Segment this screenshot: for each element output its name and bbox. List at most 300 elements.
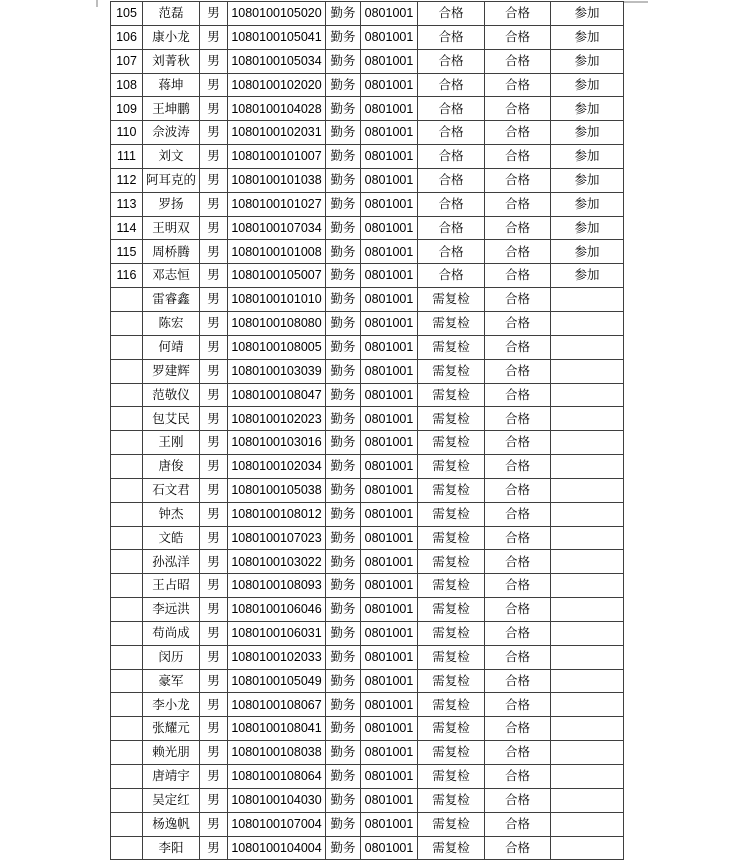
cell-exam_no[interactable]: 1080100103039 (228, 359, 326, 383)
cell-exam_no[interactable]: 1080100104028 (228, 97, 326, 121)
cell-attend[interactable] (551, 812, 624, 836)
cell-exam_no[interactable]: 1080100102033 (228, 645, 326, 669)
cell-name[interactable]: 何靖 (143, 335, 200, 359)
cell-post[interactable]: 勤务 (326, 669, 361, 693)
cell-gender[interactable]: 男 (200, 49, 228, 73)
cell-attend[interactable] (551, 645, 624, 669)
cell-result_b[interactable]: 合格 (485, 741, 551, 765)
cell-name[interactable]: 王刚 (143, 431, 200, 455)
cell-attend[interactable] (551, 359, 624, 383)
cell-name[interactable]: 李阳 (143, 836, 200, 860)
cell-result_a[interactable]: 合格 (418, 97, 485, 121)
cell-seq[interactable] (111, 574, 143, 598)
cell-unit_code[interactable]: 0801001 (361, 145, 418, 169)
cell-post[interactable]: 勤务 (326, 741, 361, 765)
cell-exam_no[interactable]: 1080100108080 (228, 311, 326, 335)
cell-gender[interactable]: 男 (200, 455, 228, 479)
cell-exam_no[interactable]: 1080100106046 (228, 598, 326, 622)
cell-post[interactable]: 勤务 (326, 812, 361, 836)
cell-name[interactable]: 石文君 (143, 478, 200, 502)
cell-result_b[interactable]: 合格 (485, 288, 551, 312)
cell-name[interactable]: 文皓 (143, 526, 200, 550)
cell-unit_code[interactable]: 0801001 (361, 812, 418, 836)
cell-gender[interactable]: 男 (200, 836, 228, 860)
cell-unit_code[interactable]: 0801001 (361, 478, 418, 502)
cell-result_a[interactable]: 合格 (418, 192, 485, 216)
cell-gender[interactable]: 男 (200, 812, 228, 836)
cell-post[interactable]: 勤务 (326, 431, 361, 455)
cell-seq[interactable] (111, 431, 143, 455)
cell-attend[interactable] (551, 550, 624, 574)
cell-seq[interactable]: 107 (111, 49, 143, 73)
cell-gender[interactable]: 男 (200, 2, 228, 26)
cell-gender[interactable]: 男 (200, 741, 228, 765)
cell-name[interactable]: 吴定红 (143, 788, 200, 812)
cell-exam_no[interactable]: 1080100105038 (228, 478, 326, 502)
cell-result_b[interactable]: 合格 (485, 407, 551, 431)
cell-result_a[interactable]: 需复检 (418, 550, 485, 574)
cell-unit_code[interactable]: 0801001 (361, 455, 418, 479)
cell-gender[interactable]: 男 (200, 621, 228, 645)
cell-attend[interactable]: 参加 (551, 145, 624, 169)
cell-post[interactable]: 勤务 (326, 788, 361, 812)
cell-seq[interactable]: 106 (111, 25, 143, 49)
cell-seq[interactable]: 115 (111, 240, 143, 264)
cell-result_b[interactable]: 合格 (485, 73, 551, 97)
cell-result_a[interactable]: 需复检 (418, 335, 485, 359)
cell-result_b[interactable]: 合格 (485, 788, 551, 812)
cell-exam_no[interactable]: 1080100108038 (228, 741, 326, 765)
cell-name[interactable]: 周桥腾 (143, 240, 200, 264)
cell-result_a[interactable]: 需复检 (418, 765, 485, 789)
cell-attend[interactable] (551, 574, 624, 598)
cell-unit_code[interactable]: 0801001 (361, 288, 418, 312)
cell-unit_code[interactable]: 0801001 (361, 335, 418, 359)
cell-gender[interactable]: 男 (200, 240, 228, 264)
cell-result_b[interactable]: 合格 (485, 645, 551, 669)
cell-attend[interactable]: 参加 (551, 25, 624, 49)
cell-name[interactable]: 李小龙 (143, 693, 200, 717)
cell-attend[interactable] (551, 598, 624, 622)
cell-unit_code[interactable]: 0801001 (361, 765, 418, 789)
cell-post[interactable]: 勤务 (326, 502, 361, 526)
cell-attend[interactable] (551, 311, 624, 335)
cell-unit_code[interactable]: 0801001 (361, 717, 418, 741)
cell-result_a[interactable]: 需复检 (418, 717, 485, 741)
cell-name[interactable]: 罗扬 (143, 192, 200, 216)
cell-seq[interactable]: 114 (111, 216, 143, 240)
cell-unit_code[interactable]: 0801001 (361, 598, 418, 622)
cell-post[interactable]: 勤务 (326, 335, 361, 359)
cell-result_b[interactable]: 合格 (485, 621, 551, 645)
cell-post[interactable]: 勤务 (326, 121, 361, 145)
cell-unit_code[interactable]: 0801001 (361, 550, 418, 574)
cell-post[interactable]: 勤务 (326, 598, 361, 622)
cell-gender[interactable]: 男 (200, 526, 228, 550)
cell-result_a[interactable]: 需复检 (418, 359, 485, 383)
cell-seq[interactable]: 109 (111, 97, 143, 121)
cell-gender[interactable]: 男 (200, 288, 228, 312)
cell-name[interactable]: 王坤鹏 (143, 97, 200, 121)
cell-name[interactable]: 李远洪 (143, 598, 200, 622)
cell-exam_no[interactable]: 1080100107023 (228, 526, 326, 550)
cell-exam_no[interactable]: 1080100102034 (228, 455, 326, 479)
cell-post[interactable]: 勤务 (326, 49, 361, 73)
cell-name[interactable]: 陈宏 (143, 311, 200, 335)
cell-attend[interactable] (551, 383, 624, 407)
cell-unit_code[interactable]: 0801001 (361, 788, 418, 812)
cell-result_b[interactable]: 合格 (485, 478, 551, 502)
cell-post[interactable]: 勤务 (326, 383, 361, 407)
cell-name[interactable]: 张耀元 (143, 717, 200, 741)
cell-seq[interactable] (111, 717, 143, 741)
cell-gender[interactable]: 男 (200, 502, 228, 526)
cell-unit_code[interactable]: 0801001 (361, 502, 418, 526)
cell-attend[interactable]: 参加 (551, 264, 624, 288)
cell-seq[interactable]: 110 (111, 121, 143, 145)
cell-seq[interactable] (111, 502, 143, 526)
cell-attend[interactable] (551, 431, 624, 455)
cell-post[interactable]: 勤务 (326, 407, 361, 431)
cell-result_b[interactable]: 合格 (485, 455, 551, 479)
cell-result_a[interactable]: 需复检 (418, 288, 485, 312)
cell-post[interactable]: 勤务 (326, 478, 361, 502)
cell-attend[interactable]: 参加 (551, 49, 624, 73)
cell-post[interactable]: 勤务 (326, 455, 361, 479)
cell-gender[interactable]: 男 (200, 788, 228, 812)
cell-name[interactable]: 王明双 (143, 216, 200, 240)
cell-post[interactable]: 勤务 (326, 765, 361, 789)
cell-result_b[interactable]: 合格 (485, 765, 551, 789)
cell-unit_code[interactable]: 0801001 (361, 741, 418, 765)
cell-exam_no[interactable]: 1080100108041 (228, 717, 326, 741)
cell-post[interactable]: 勤务 (326, 264, 361, 288)
cell-attend[interactable] (551, 455, 624, 479)
cell-gender[interactable]: 男 (200, 73, 228, 97)
cell-seq[interactable]: 113 (111, 192, 143, 216)
cell-seq[interactable] (111, 788, 143, 812)
cell-exam_no[interactable]: 1080100104004 (228, 836, 326, 860)
cell-unit_code[interactable]: 0801001 (361, 383, 418, 407)
cell-unit_code[interactable]: 0801001 (361, 2, 418, 26)
cell-gender[interactable]: 男 (200, 574, 228, 598)
cell-gender[interactable]: 男 (200, 407, 228, 431)
cell-seq[interactable] (111, 335, 143, 359)
cell-attend[interactable] (551, 526, 624, 550)
cell-exam_no[interactable]: 1080100101027 (228, 192, 326, 216)
cell-result_a[interactable]: 需复检 (418, 693, 485, 717)
cell-gender[interactable]: 男 (200, 121, 228, 145)
cell-result_b[interactable]: 合格 (485, 192, 551, 216)
cell-result_a[interactable]: 需复检 (418, 812, 485, 836)
cell-post[interactable]: 勤务 (326, 550, 361, 574)
cell-exam_no[interactable]: 1080100101010 (228, 288, 326, 312)
cell-name[interactable]: 王占昭 (143, 574, 200, 598)
cell-post[interactable]: 勤务 (326, 836, 361, 860)
cell-exam_no[interactable]: 1080100108093 (228, 574, 326, 598)
cell-result_a[interactable]: 合格 (418, 25, 485, 49)
cell-seq[interactable] (111, 741, 143, 765)
cell-name[interactable]: 刘菁秋 (143, 49, 200, 73)
cell-unit_code[interactable]: 0801001 (361, 431, 418, 455)
cell-seq[interactable]: 116 (111, 264, 143, 288)
cell-exam_no[interactable]: 1080100108064 (228, 765, 326, 789)
cell-name[interactable]: 豪军 (143, 669, 200, 693)
cell-result_b[interactable]: 合格 (485, 25, 551, 49)
cell-seq[interactable] (111, 383, 143, 407)
cell-gender[interactable]: 男 (200, 478, 228, 502)
cell-post[interactable]: 勤务 (326, 240, 361, 264)
cell-post[interactable]: 勤务 (326, 645, 361, 669)
cell-post[interactable]: 勤务 (326, 192, 361, 216)
cell-seq[interactable] (111, 526, 143, 550)
cell-result_a[interactable]: 需复检 (418, 502, 485, 526)
cell-exam_no[interactable]: 1080100103016 (228, 431, 326, 455)
cell-result_b[interactable]: 合格 (485, 717, 551, 741)
cell-unit_code[interactable]: 0801001 (361, 240, 418, 264)
cell-post[interactable]: 勤务 (326, 311, 361, 335)
cell-seq[interactable]: 111 (111, 145, 143, 169)
cell-result_a[interactable]: 合格 (418, 145, 485, 169)
cell-gender[interactable]: 男 (200, 669, 228, 693)
cell-post[interactable]: 勤务 (326, 73, 361, 97)
cell-result_a[interactable]: 需复检 (418, 645, 485, 669)
cell-result_a[interactable]: 合格 (418, 168, 485, 192)
cell-result_a[interactable]: 需复检 (418, 311, 485, 335)
cell-unit_code[interactable]: 0801001 (361, 216, 418, 240)
cell-seq[interactable] (111, 836, 143, 860)
cell-result_a[interactable]: 需复检 (418, 407, 485, 431)
cell-exam_no[interactable]: 1080100104030 (228, 788, 326, 812)
cell-post[interactable]: 勤务 (326, 97, 361, 121)
cell-result_b[interactable]: 合格 (485, 145, 551, 169)
cell-name[interactable]: 唐俊 (143, 455, 200, 479)
cell-exam_no[interactable]: 1080100107034 (228, 216, 326, 240)
cell-exam_no[interactable]: 1080100102020 (228, 73, 326, 97)
cell-result_b[interactable]: 合格 (485, 598, 551, 622)
cell-seq[interactable] (111, 645, 143, 669)
cell-result_b[interactable]: 合格 (485, 168, 551, 192)
cell-attend[interactable]: 参加 (551, 73, 624, 97)
cell-seq[interactable] (111, 478, 143, 502)
cell-gender[interactable]: 男 (200, 97, 228, 121)
cell-name[interactable]: 康小龙 (143, 25, 200, 49)
cell-gender[interactable]: 男 (200, 383, 228, 407)
cell-result_a[interactable]: 合格 (418, 216, 485, 240)
cell-result_a[interactable]: 需复检 (418, 836, 485, 860)
cell-attend[interactable] (551, 693, 624, 717)
cell-gender[interactable]: 男 (200, 311, 228, 335)
cell-result_b[interactable]: 合格 (485, 693, 551, 717)
cell-post[interactable]: 勤务 (326, 25, 361, 49)
cell-name[interactable]: 范磊 (143, 2, 200, 26)
cell-attend[interactable]: 参加 (551, 97, 624, 121)
cell-post[interactable]: 勤务 (326, 621, 361, 645)
cell-result_b[interactable]: 合格 (485, 502, 551, 526)
cell-gender[interactable]: 男 (200, 168, 228, 192)
cell-post[interactable]: 勤务 (326, 693, 361, 717)
cell-result_a[interactable]: 合格 (418, 49, 485, 73)
cell-gender[interactable]: 男 (200, 335, 228, 359)
cell-seq[interactable]: 112 (111, 168, 143, 192)
cell-exam_no[interactable]: 1080100105041 (228, 25, 326, 49)
cell-exam_no[interactable]: 1080100103022 (228, 550, 326, 574)
cell-name[interactable]: 佘波涛 (143, 121, 200, 145)
cell-name[interactable]: 孙泓洋 (143, 550, 200, 574)
cell-seq[interactable] (111, 311, 143, 335)
cell-unit_code[interactable]: 0801001 (361, 192, 418, 216)
cell-post[interactable]: 勤务 (326, 168, 361, 192)
cell-post[interactable]: 勤务 (326, 574, 361, 598)
cell-attend[interactable] (551, 717, 624, 741)
cell-result_a[interactable]: 需复检 (418, 788, 485, 812)
cell-unit_code[interactable]: 0801001 (361, 574, 418, 598)
cell-attend[interactable] (551, 478, 624, 502)
cell-result_b[interactable]: 合格 (485, 311, 551, 335)
cell-exam_no[interactable]: 1080100105034 (228, 49, 326, 73)
cell-name[interactable]: 闵历 (143, 645, 200, 669)
cell-gender[interactable]: 男 (200, 431, 228, 455)
cell-seq[interactable] (111, 693, 143, 717)
cell-unit_code[interactable]: 0801001 (361, 168, 418, 192)
cell-result_b[interactable]: 合格 (485, 97, 551, 121)
cell-attend[interactable]: 参加 (551, 240, 624, 264)
cell-unit_code[interactable]: 0801001 (361, 121, 418, 145)
cell-seq[interactable] (111, 550, 143, 574)
cell-result_a[interactable]: 需复检 (418, 478, 485, 502)
cell-result_b[interactable]: 合格 (485, 550, 551, 574)
cell-seq[interactable] (111, 288, 143, 312)
cell-result_b[interactable]: 合格 (485, 216, 551, 240)
cell-result_a[interactable]: 需复检 (418, 574, 485, 598)
cell-unit_code[interactable]: 0801001 (361, 407, 418, 431)
cell-attend[interactable] (551, 741, 624, 765)
cell-gender[interactable]: 男 (200, 550, 228, 574)
cell-name[interactable]: 钟杰 (143, 502, 200, 526)
cell-name[interactable]: 包艾民 (143, 407, 200, 431)
cell-result_b[interactable]: 合格 (485, 121, 551, 145)
cell-post[interactable]: 勤务 (326, 526, 361, 550)
cell-result_b[interactable]: 合格 (485, 2, 551, 26)
cell-exam_no[interactable]: 1080100108047 (228, 383, 326, 407)
cell-exam_no[interactable]: 1080100108067 (228, 693, 326, 717)
cell-attend[interactable] (551, 502, 624, 526)
cell-unit_code[interactable]: 0801001 (361, 693, 418, 717)
cell-exam_no[interactable]: 1080100108005 (228, 335, 326, 359)
cell-attend[interactable] (551, 621, 624, 645)
cell-unit_code[interactable]: 0801001 (361, 645, 418, 669)
cell-result_b[interactable]: 合格 (485, 49, 551, 73)
cell-gender[interactable]: 男 (200, 693, 228, 717)
cell-result_b[interactable]: 合格 (485, 669, 551, 693)
cell-result_a[interactable]: 合格 (418, 264, 485, 288)
cell-attend[interactable] (551, 288, 624, 312)
cell-unit_code[interactable]: 0801001 (361, 669, 418, 693)
cell-post[interactable]: 勤务 (326, 145, 361, 169)
cell-name[interactable]: 阿耳克的 (143, 168, 200, 192)
cell-result_b[interactable]: 合格 (485, 359, 551, 383)
cell-attend[interactable]: 参加 (551, 2, 624, 26)
cell-result_a[interactable]: 需复检 (418, 455, 485, 479)
cell-seq[interactable] (111, 407, 143, 431)
cell-seq[interactable]: 105 (111, 2, 143, 26)
cell-seq[interactable] (111, 598, 143, 622)
cell-result_a[interactable]: 需复检 (418, 741, 485, 765)
cell-result_a[interactable]: 需复检 (418, 598, 485, 622)
cell-unit_code[interactable]: 0801001 (361, 621, 418, 645)
cell-name[interactable]: 杨逸帆 (143, 812, 200, 836)
cell-result_a[interactable]: 需复检 (418, 621, 485, 645)
cell-seq[interactable] (111, 812, 143, 836)
cell-name[interactable]: 罗建辉 (143, 359, 200, 383)
cell-unit_code[interactable]: 0801001 (361, 526, 418, 550)
cell-post[interactable]: 勤务 (326, 717, 361, 741)
cell-result_a[interactable]: 合格 (418, 2, 485, 26)
cell-unit_code[interactable]: 0801001 (361, 73, 418, 97)
cell-unit_code[interactable]: 0801001 (361, 311, 418, 335)
cell-exam_no[interactable]: 1080100101007 (228, 145, 326, 169)
cell-result_b[interactable]: 合格 (485, 812, 551, 836)
cell-gender[interactable]: 男 (200, 216, 228, 240)
cell-name[interactable]: 刘文 (143, 145, 200, 169)
cell-seq[interactable]: 108 (111, 73, 143, 97)
cell-seq[interactable] (111, 359, 143, 383)
cell-attend[interactable]: 参加 (551, 216, 624, 240)
cell-gender[interactable]: 男 (200, 359, 228, 383)
cell-attend[interactable]: 参加 (551, 192, 624, 216)
cell-exam_no[interactable]: 1080100101008 (228, 240, 326, 264)
cell-result_b[interactable]: 合格 (485, 836, 551, 860)
cell-name[interactable]: 苟尚成 (143, 621, 200, 645)
cell-unit_code[interactable]: 0801001 (361, 49, 418, 73)
cell-exam_no[interactable]: 1080100102023 (228, 407, 326, 431)
cell-attend[interactable] (551, 335, 624, 359)
cell-result_a[interactable]: 需复检 (418, 526, 485, 550)
cell-gender[interactable]: 男 (200, 145, 228, 169)
cell-result_a[interactable]: 合格 (418, 240, 485, 264)
cell-attend[interactable] (551, 407, 624, 431)
cell-exam_no[interactable]: 1080100101038 (228, 168, 326, 192)
cell-gender[interactable]: 男 (200, 598, 228, 622)
cell-result_b[interactable]: 合格 (485, 240, 551, 264)
cell-post[interactable]: 勤务 (326, 216, 361, 240)
cell-gender[interactable]: 男 (200, 264, 228, 288)
cell-name[interactable]: 邓志恒 (143, 264, 200, 288)
cell-result_a[interactable]: 需复检 (418, 669, 485, 693)
cell-exam_no[interactable]: 1080100106031 (228, 621, 326, 645)
cell-post[interactable]: 勤务 (326, 2, 361, 26)
cell-exam_no[interactable]: 1080100108012 (228, 502, 326, 526)
cell-exam_no[interactable]: 1080100102031 (228, 121, 326, 145)
cell-attend[interactable]: 参加 (551, 121, 624, 145)
cell-exam_no[interactable]: 1080100105049 (228, 669, 326, 693)
cell-exam_no[interactable]: 1080100105007 (228, 264, 326, 288)
cell-seq[interactable] (111, 765, 143, 789)
cell-gender[interactable]: 男 (200, 765, 228, 789)
cell-unit_code[interactable]: 0801001 (361, 264, 418, 288)
cell-result_b[interactable]: 合格 (485, 526, 551, 550)
cell-gender[interactable]: 男 (200, 192, 228, 216)
cell-result_a[interactable]: 合格 (418, 73, 485, 97)
cell-exam_no[interactable]: 1080100107004 (228, 812, 326, 836)
cell-result_a[interactable]: 合格 (418, 121, 485, 145)
cell-name[interactable]: 范敬仪 (143, 383, 200, 407)
cell-name[interactable]: 赖光朋 (143, 741, 200, 765)
cell-result_b[interactable]: 合格 (485, 431, 551, 455)
cell-name[interactable]: 雷睿鑫 (143, 288, 200, 312)
cell-unit_code[interactable]: 0801001 (361, 359, 418, 383)
cell-post[interactable]: 勤务 (326, 288, 361, 312)
